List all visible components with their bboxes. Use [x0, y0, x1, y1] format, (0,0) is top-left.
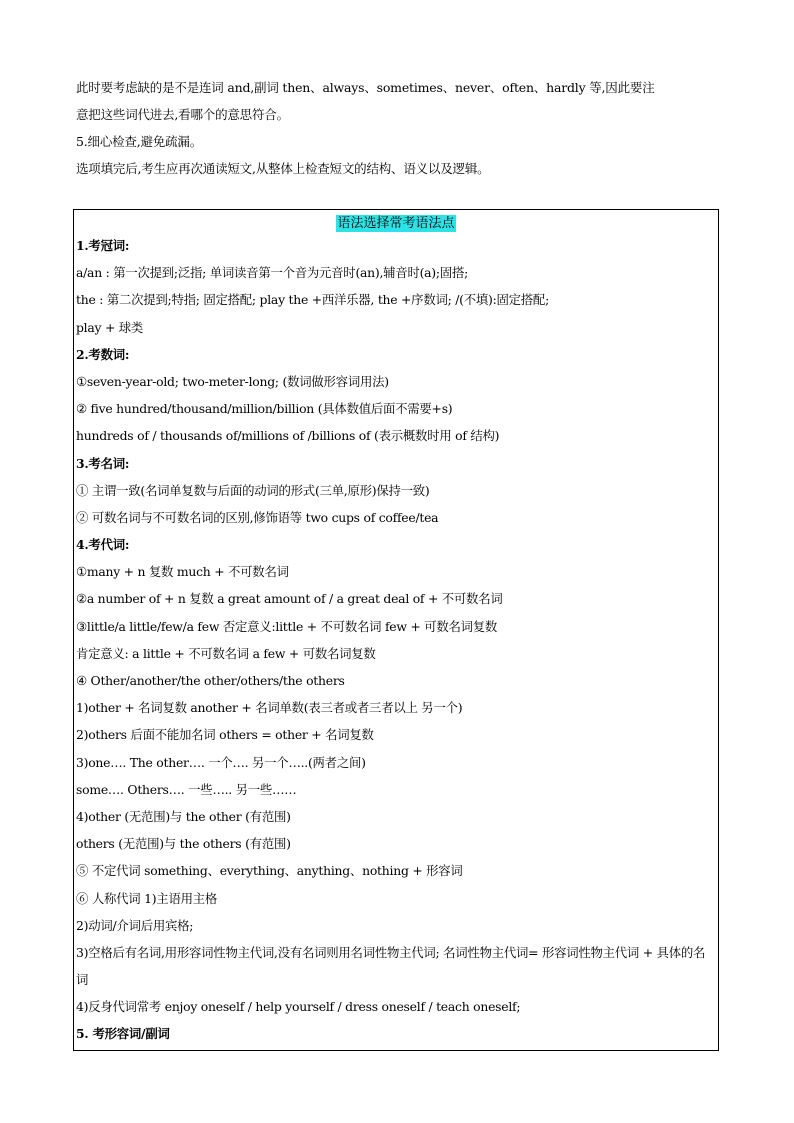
intro-text: [76, 74, 736, 182]
grammar-point-line: 3)空格后有名词,用形容词性物主代词,没有名词则用名词性物主代词; 名词性物主代词= 形容词性物主代词 + 具体的名词: [76, 944, 706, 987]
grammar-point-line: 4)other (无范围)与 the other (有范围): [76, 808, 291, 824]
grammar-point-line: 肯定意义: a little + 不可数名词 a few + 可数名词复数: [76, 645, 376, 661]
grammar-point-line: ①seven-year-old; two-meter-long; (数词做形容词用法): [76, 373, 389, 389]
grammar-point-line: ② 可数名词与不可数名词的区别,修饰语等 two cups of coffee/tea: [76, 509, 439, 525]
grammar-point-line: ⑤ 不定代词 something、everything、anything、nothing + 形容词: [76, 863, 463, 879]
grammar-point-line: 4)反身代词常考 enjoy oneself / help yourself / dress oneself / teach oneself;: [76, 998, 521, 1014]
grammar-point-line: a/an : 第一次提到;泛指; 单词读音第一个音为元音时(an),辅音时(a);固搭;: [76, 265, 469, 281]
grammar-point-line: 3)one…. The other…. 一个…. 另一个…..(两者之间): [76, 754, 366, 770]
grammar-point-line: the : 第二次提到;特指; 固定搭配; play the +西洋乐器, the +序数词; /(不填):固定搭配;: [76, 292, 549, 308]
grammar-point-line: ③little/a little/few/a few 否定意义:little + 不可数名词 few + 可数名词复数: [76, 618, 498, 634]
section-heading: 4.考代词:: [76, 537, 130, 553]
grammar-point-line: ④ Other/another/the other/others/the others: [76, 673, 345, 688]
grammar-point-line: others (无范围)与 the others (有范围): [76, 836, 291, 852]
grammar-point-line: ⑥ 人称代词 1)主语用主格: [76, 890, 218, 906]
intro-line-3: 5.细心检查,避免疏漏。: [76, 134, 203, 149]
grammar-points-list: [74, 232, 718, 1047]
grammar-point-line: 2)动词/介词后用宾格;: [76, 917, 194, 933]
section-heading: 1.考冠词:: [76, 238, 130, 253]
section-heading: 5. 考形容词/副词: [76, 1026, 170, 1042]
grammar-point-line: 1)other + 名词复数 another + 名词单数(表三者或者三者以上 另一个): [76, 700, 463, 716]
grammar-point-line: ①many + n 复数 much + 不可数名词: [76, 564, 289, 580]
grammar-point-line: some…. Others…. 一些….. 另一些……: [76, 781, 297, 797]
intro-line-4: 选项填完后,考生应再次通读短文,从整体上检查短文的结构、语义以及逻辑。: [76, 161, 490, 176]
section-heading: 3.考名词:: [76, 455, 130, 471]
grammar-point-line: ②a number of + n 复数 a great amount of / a great deal of + 不可数名词: [76, 591, 503, 607]
grammar-point-line: ① 主谓一致(名词单复数与后面的动词的形式(三单,原形)保持一致): [76, 482, 430, 498]
box-title-row: [74, 210, 718, 232]
grammar-point-line: play + 球类: [76, 319, 144, 335]
box-title: 语法选择常考语法点: [337, 216, 455, 231]
grammar-point-line: hundreds of / thousands of/millions of /billions of (表示概数时用 of 结构): [76, 428, 500, 444]
intro-line-2: 意把这些词代进去,看哪个的意思符合。: [76, 107, 289, 122]
section-heading: 2.考数词:: [76, 346, 130, 362]
grammar-point-line: ② five hundred/thousand/million/billion (具体数值后面不需要+s): [76, 401, 453, 417]
grammar-points-box: [73, 209, 719, 1051]
intro-line-1: 此时要考虑缺的是不是连词 and,副词 then、always、sometimes、never、often、hardly 等,因此要注: [76, 80, 655, 95]
grammar-point-line: 2)others 后面不能加名词 others = other + 名词复数: [76, 727, 374, 743]
